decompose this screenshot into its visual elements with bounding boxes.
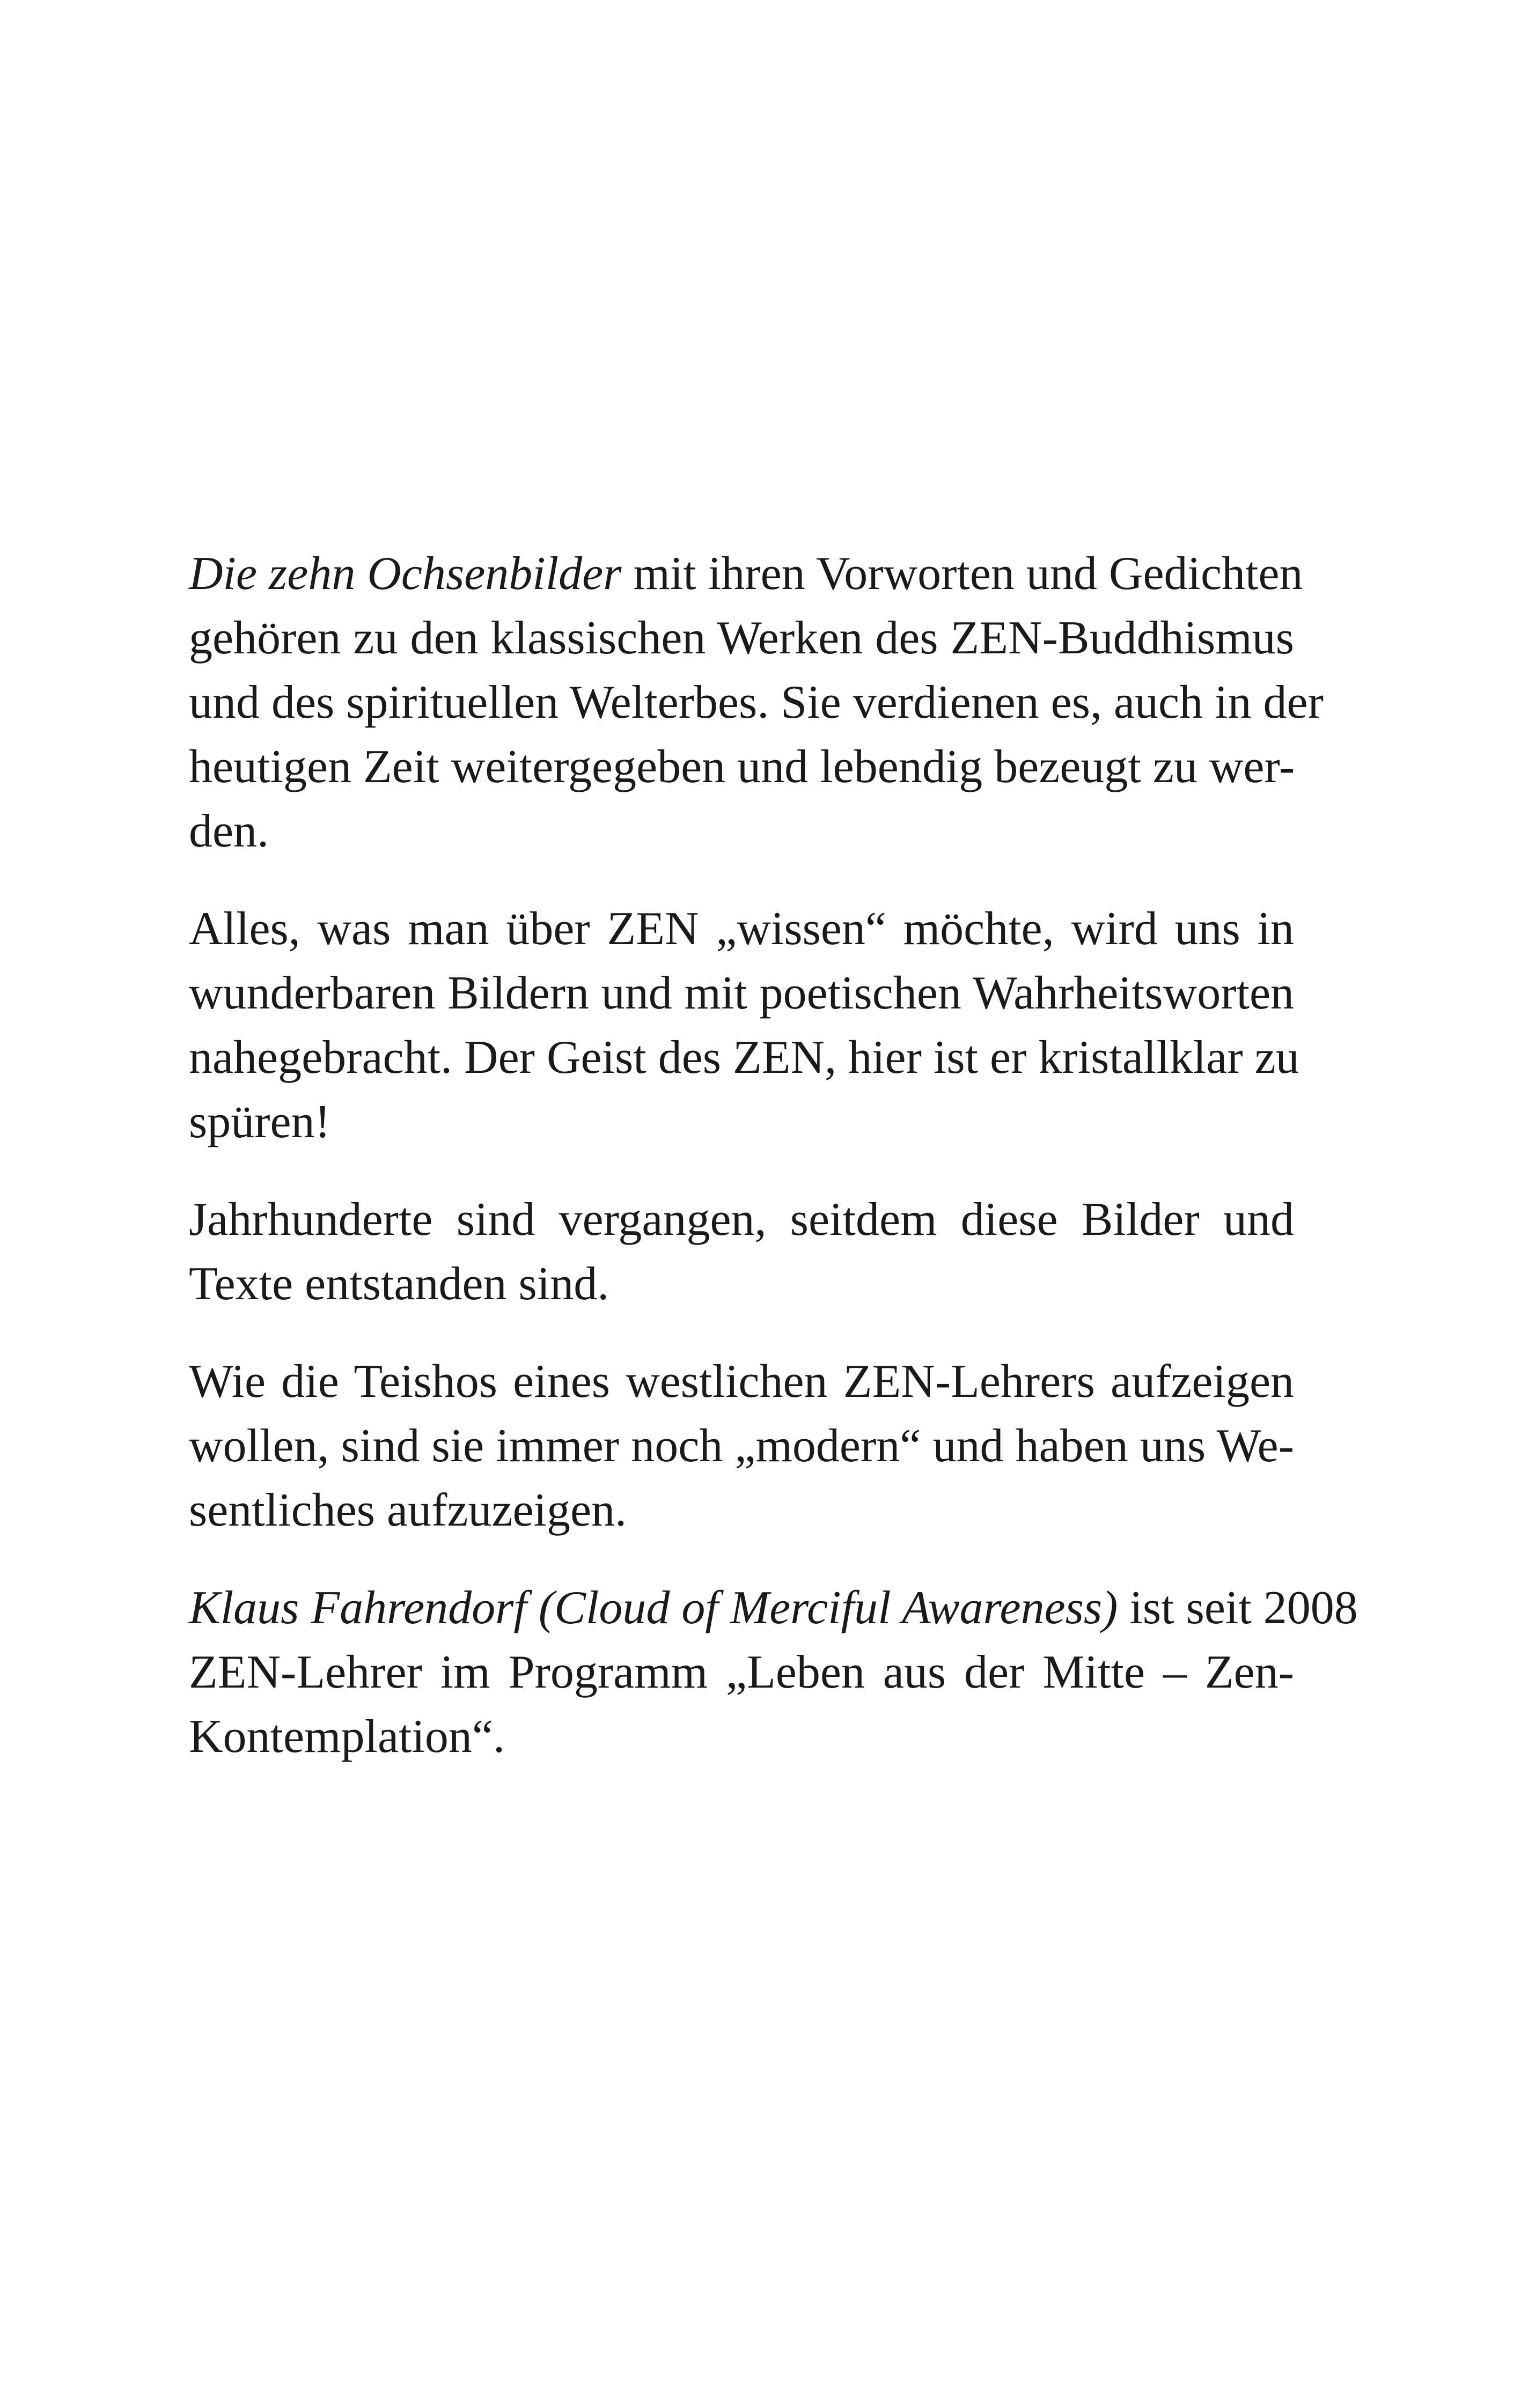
text-line <box>189 799 1294 864</box>
italic-text: Klaus Fahrendorf (Cloud of Merciful Awareness) <box>189 1582 1118 1634</box>
text-line <box>189 1350 1294 1414</box>
body-text <box>189 542 1358 1802</box>
text-line <box>189 735 1294 799</box>
text-segment: Kontemplation“. <box>189 1711 505 1763</box>
text-segment: heutigen Zeit weitergegeben und lebendig bezeugt zu wer- <box>189 741 1295 793</box>
text-line <box>189 1026 1299 1090</box>
text-segment: spüren! <box>189 1096 330 1148</box>
text-line <box>189 1478 1294 1543</box>
text-line <box>189 1640 1294 1705</box>
text-segment: Jahrhunderte sind vergangen, seitdem diese Bilder und <box>189 1194 1294 1246</box>
text-segment: nahegebracht. Der Geist des ZEN, hier ist er kristallklar zu <box>189 1032 1299 1084</box>
text-segment: und des spirituellen Welterbes. Sie verdienen es, auch in der <box>189 676 1324 728</box>
text-line <box>189 1414 1294 1478</box>
text-line <box>189 1705 1294 1769</box>
text-segment: ZEN-Lehrer im Programm „Leben aus der Mitte – Zen- <box>189 1646 1294 1698</box>
text-line <box>189 897 1294 961</box>
text-segment: ist seit 2008 <box>1118 1582 1358 1634</box>
paragraph <box>189 1576 1358 1769</box>
text-line <box>189 671 1324 735</box>
text-segment: Wie die Teishos eines westlichen ZEN-Lehrers aufzeigen <box>189 1356 1294 1408</box>
text-line <box>189 1090 1294 1154</box>
text-line <box>189 961 1294 1026</box>
text-line <box>189 606 1294 671</box>
text-segment: den. <box>189 805 269 857</box>
text-line <box>189 542 1303 606</box>
text-line <box>189 1252 1294 1316</box>
paragraph <box>189 1350 1294 1543</box>
text-segment: wunderbaren Bildern und mit poetischen Wahrheitsworten <box>189 967 1294 1019</box>
text-segment: wollen, sind sie immer noch „modern“ und haben uns We- <box>189 1420 1294 1472</box>
text-line <box>189 1576 1358 1640</box>
text-segment: mit ihren Vorworten und Gedichten <box>621 548 1303 600</box>
text-segment: sentliches aufzuzeigen. <box>189 1484 627 1536</box>
text-segment: Texte entstanden sind. <box>189 1258 609 1310</box>
paragraph <box>189 542 1324 864</box>
paragraph <box>189 1188 1294 1316</box>
italic-text: Die zehn Ochsenbilder <box>189 548 622 600</box>
text-line <box>189 1188 1294 1252</box>
text-segment: Alles, was man über ZEN „wissen“ möchte, wird uns in <box>189 903 1294 955</box>
text-segment: gehören zu den klassischen Werken des ZEN-Buddhismus <box>189 612 1294 664</box>
paragraph <box>189 897 1299 1154</box>
